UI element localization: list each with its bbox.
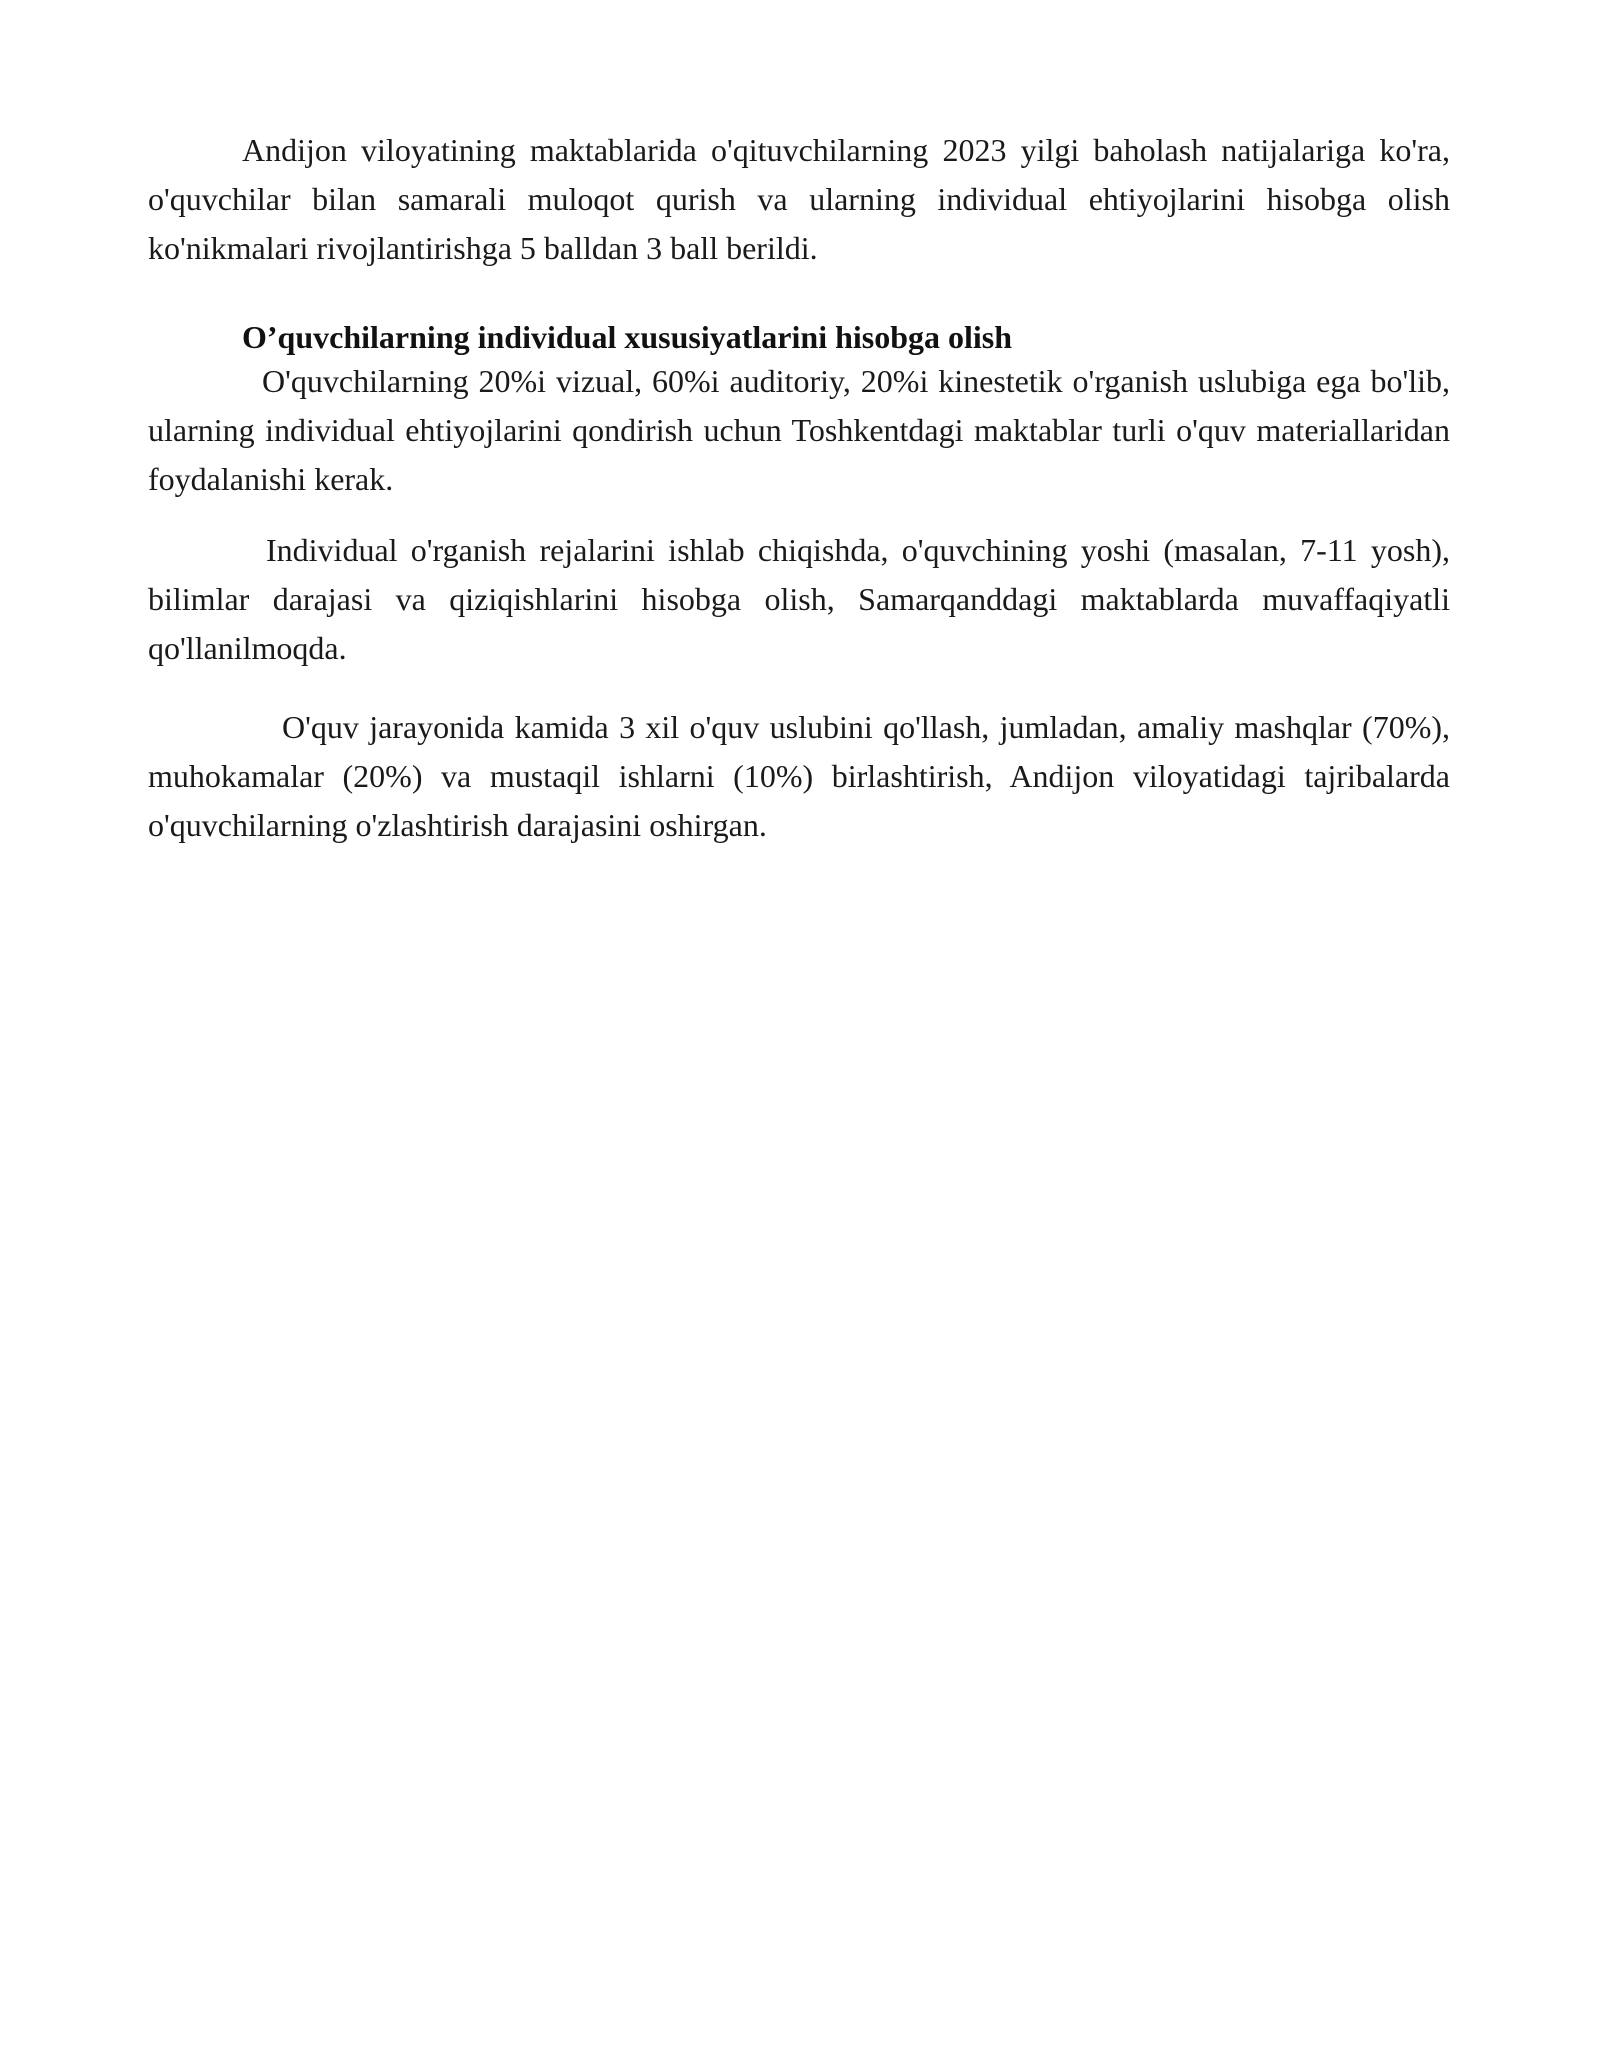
paragraph-individual-plans: Individual o'rganish rejalarini ishlab chiqishda, o'quvchining yoshi (masalan, 7-11 yosh), bilimlar darajasi va qiziqishlarini hisobga olish, Samarqanddagi maktablarda muvaffaqiyatli qo'llanilmoqda. <box>148 532 1450 666</box>
document-page <box>148 126 1450 850</box>
paragraph-teaching-methods: O'quv jarayonida kamida 3 xil o'quv uslubini qo'llash, jumladan, amaliy mashqlar (70%), muhokamalar (20%) va mustaqil ishlarni (10%) birlashtirish, Andijon viloyatidagi tajribalarda o'quvchilarning o'zlashtirish darajasini oshirgan. <box>148 709 1450 843</box>
paragraph-learning-styles: O'quvchilarning 20%i vizual, 60%i auditoriy, 20%i kinestetik o'rganish uslubiga ega bo'lib, ularning individual ehtiyojlarini qondirish uchun Toshkentdagi maktablar turli o'quv materiallaridan foydalanishi kerak. <box>148 363 1450 497</box>
paragraph-assessment-results: Andijon viloyatining maktablarida o'qituvchilarning 2023 yilgi baholash natijalariga ko'ra, o'quvchilar bilan samarali muloqot qurish va ularning individual ehtiyojlarini hisobga olish ko'nikmalari rivojlantirishga 5 balldan 3 ball berildi. <box>148 132 1450 266</box>
section-heading: O’quvchilarning individual xususiyatlarini hisobga olish <box>242 319 1013 355</box>
